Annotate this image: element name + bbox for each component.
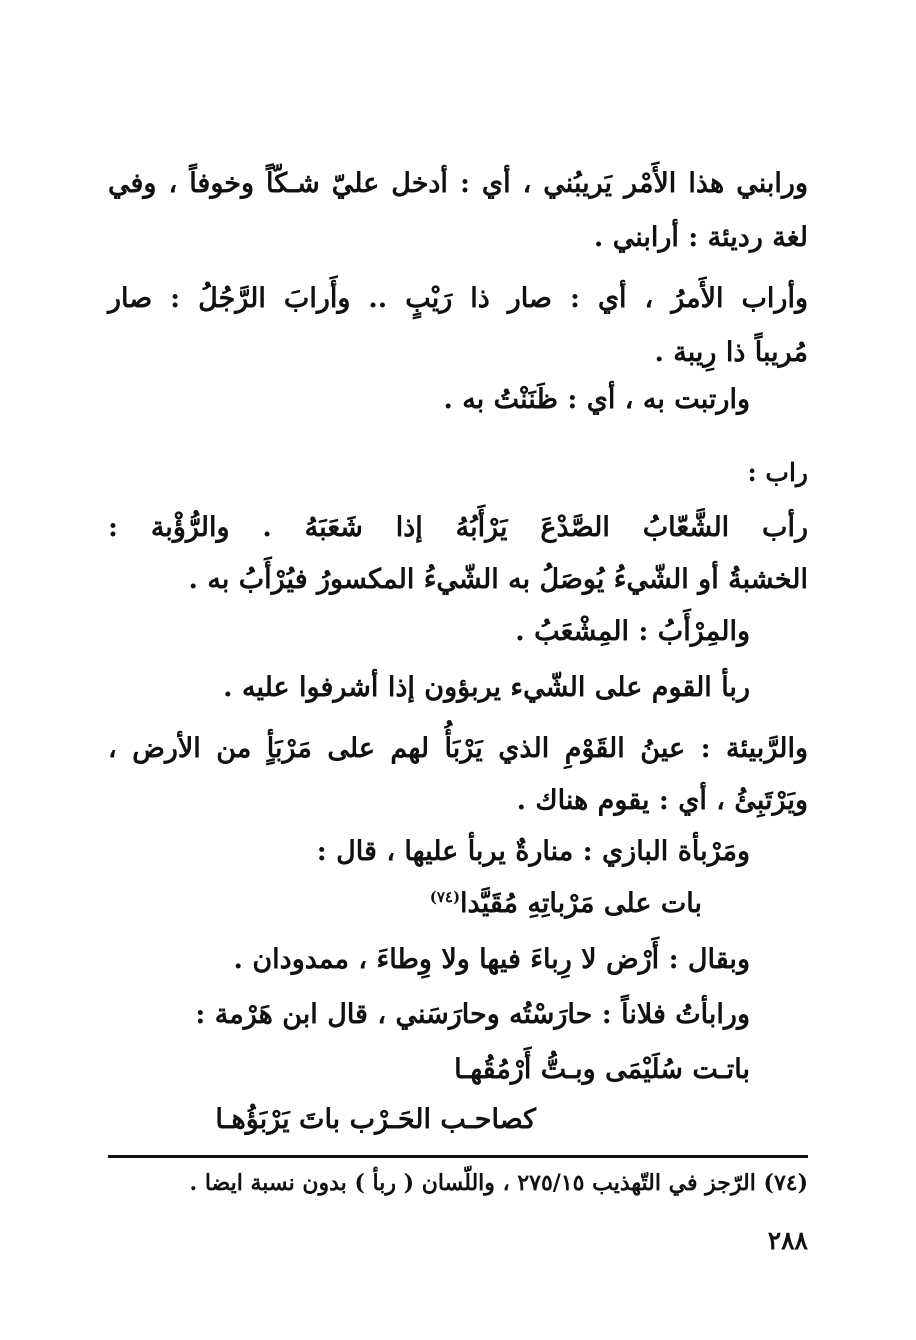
body-line: وبقال : أَرْض لا رِباءَ فيها ولا وِطاءَ ، ممدودان . bbox=[233, 944, 750, 975]
body-line: ربأ القوم على الشّيء يربؤون إذا أشرفوا عليه . bbox=[223, 672, 750, 703]
body-line: وارتبت به ، أي : ظَنَنْتُ به . bbox=[443, 384, 750, 415]
verse-line: باتـت سُلَيْمَى وبـتُّ أَرْمُقُهـا bbox=[454, 1054, 750, 1085]
body-line: وأراب الأَمرُ ، أي : صار ذا رَيْبٍ .. وأَرابَ الرَّجُلُ : صار bbox=[108, 283, 808, 314]
footnote-divider bbox=[108, 1155, 808, 1158]
body-line: ومَرْبأة البازي : منارةٌ يربأ عليها ، قال : bbox=[316, 836, 750, 867]
entry-heading: راب : bbox=[747, 458, 808, 487]
body-line: رأب الشَّعّابُ الصَّدْعَ يَرْأَبُهُ إذا شَعَبَهُ . والرُّؤْبة : bbox=[108, 512, 808, 543]
footnote-marker: (٧٤) bbox=[429, 888, 461, 906]
body-line: ورابني هذا الأَمْر يَريبُني ، أي : أدخل عليّ شـكّاً وخوفاً ، وفي bbox=[108, 168, 808, 199]
verse-line: كصاحـب الحَـرْب باتَ يَرْبَؤُهـا bbox=[215, 1104, 536, 1135]
body-line: والرَّبيئة : عينُ القَوْمِ الذي يَرْبَأُ لهم على مَرْبَأٍ من الأرض ، bbox=[108, 733, 808, 764]
footnote: (٧٤) الرّجز في التّهذيب ٢٧٥/١٥ ، واللّسان ( ربأ ) بدون نسبة ايضا . bbox=[189, 1170, 808, 1196]
page-number: ٢٨٨ bbox=[767, 1226, 808, 1255]
verse-line bbox=[430, 888, 702, 920]
body-line: لغة رديئة : أرابني . bbox=[593, 222, 808, 253]
body-line: ورابأتُ فلاناً : حارَسْتُه وحارَسَني ، قال ابن هَرْمة : bbox=[195, 999, 750, 1030]
body-line: ويَرْتَبِئُ ، أي : يقوم هناك . bbox=[516, 785, 808, 816]
body-line: الخشبةُ أو الشّيءُ يُوصَلُ به الشّيءُ المكسورُ فيُرْأَبُ به . bbox=[188, 564, 808, 595]
body-line: مُريباً ذا رِيبة . bbox=[654, 337, 808, 368]
verse-text: بات على مَرْباتِهِ مُقَيَّدا bbox=[460, 888, 702, 919]
body-line: والمِرْأَبُ : المِشْعَبُ . bbox=[515, 616, 750, 647]
